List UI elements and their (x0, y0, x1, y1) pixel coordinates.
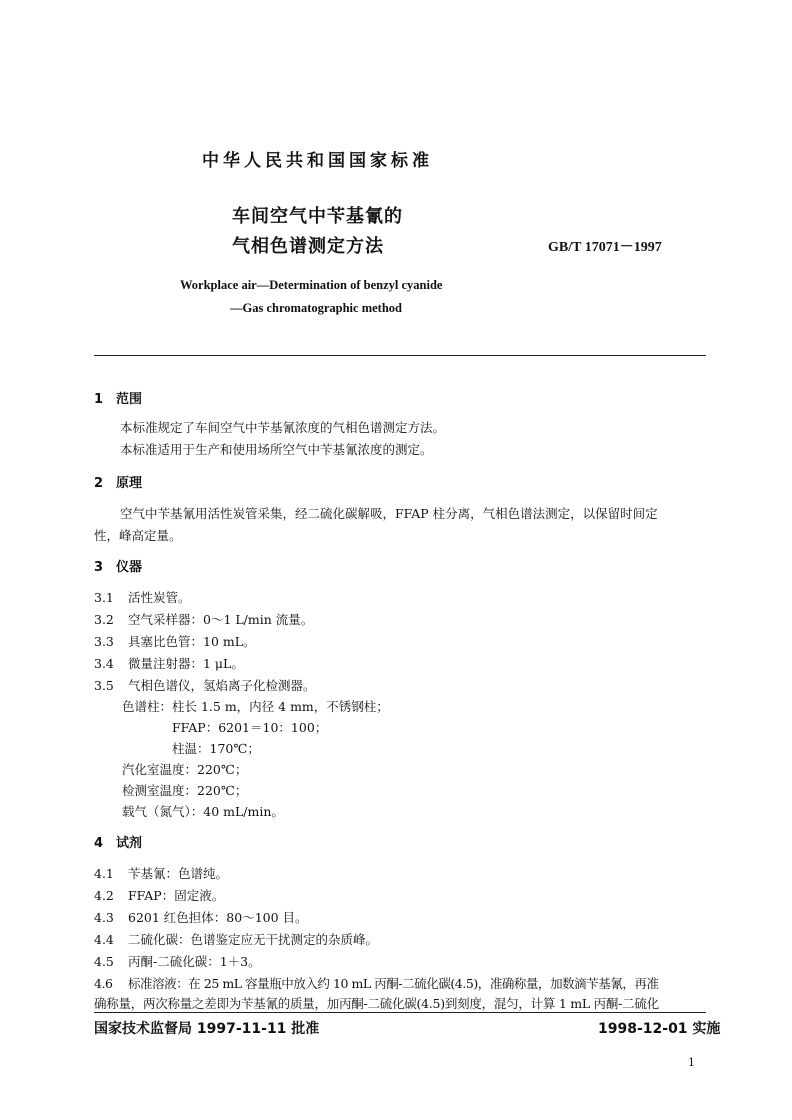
section-1-heading (94, 388, 142, 407)
national-standard-heading: 中华人民共和国国家标准 (202, 151, 433, 171)
english-title-line2: —Gas chromatographic method (230, 301, 402, 315)
document-title-line2: 气相色谱测定方法 (232, 236, 384, 257)
carrier-gas: 载气（氮气）：40 mL/min。 (122, 804, 284, 819)
section-4-heading (94, 832, 142, 851)
header-divider (94, 355, 706, 356)
section-title: 试剂 (116, 836, 143, 851)
item-text: 微量注射器：1 μL。 (128, 656, 244, 671)
item-text: FFAP：固定液。 (128, 888, 225, 903)
item-text: 气相色谱仪，氢焰离子化检测器。 (128, 678, 316, 693)
section-number: 3 (94, 560, 104, 575)
document-title-line1: 车间空气中苄基氰的 (232, 206, 403, 227)
paragraph-continued: 确称量，两次称量之差即为苄基氰的质量，加丙酮-二硫化碳(4.5)到刻度，混匀，计算 1 mL 丙酮-二硫化 (94, 996, 659, 1011)
approval-note: 国家技术监督局 1997-11-11 批准 (94, 1021, 320, 1037)
section-2-heading (94, 472, 142, 491)
item-number: 4.1 (94, 866, 114, 881)
section-title: 仪器 (116, 560, 143, 575)
footer-divider (94, 1012, 706, 1013)
item-text: 具塞比色管：10 mL。 (128, 634, 256, 649)
item-text: 6201 红色担体：80～100 目。 (128, 910, 308, 925)
item-number: 4.2 (94, 888, 114, 903)
list-item (94, 930, 378, 948)
page-number: 1 (688, 1056, 695, 1069)
list-item (94, 676, 316, 694)
item-number: 4.6 (94, 976, 113, 991)
detector-temp: 检测室温度：220℃； (122, 783, 248, 798)
section-number: 1 (94, 392, 104, 407)
paragraph: 本标准适用于生产和使用场所空气中苄基氰浓度的测定。 (120, 442, 433, 457)
item-text: 丙酮-二硫化碳：1＋3。 (128, 954, 261, 969)
gc-column-spec: 色谱柱：柱长 1.5 m，内径 4 mm，不锈钢柱； (122, 699, 389, 714)
section-title: 原理 (116, 476, 143, 491)
item-number: 4.3 (94, 910, 114, 925)
item-number: 4.5 (94, 954, 114, 969)
list-item (94, 974, 659, 992)
list-item (94, 588, 191, 606)
list-item (94, 632, 256, 650)
section-number: 4 (94, 836, 104, 851)
paragraph-continued: 性，峰高定量。 (94, 528, 182, 543)
list-item (94, 654, 244, 672)
item-number: 3.1 (94, 590, 114, 605)
item-number: 3.3 (94, 634, 114, 649)
vaporizer-temp: 汽化室温度：220℃； (122, 762, 248, 777)
item-number: 4.4 (94, 932, 114, 947)
item-number: 3.2 (94, 612, 114, 627)
list-item (94, 952, 261, 970)
list-item (94, 864, 228, 882)
item-number: 3.5 (94, 678, 114, 693)
implementation-date: 1998-12-01 实施 (598, 1021, 721, 1037)
item-text: 二硫化碳：色谱鉴定应无干扰测定的杂质峰。 (128, 932, 379, 947)
section-title: 范围 (116, 392, 143, 407)
english-title-line1: Workplace air—Determination of benzyl cyanide (180, 278, 443, 292)
gc-column-temp: 柱温：170℃； (172, 741, 260, 756)
gc-ffap-spec: FFAP：6201＝10：100； (172, 720, 328, 735)
item-number: 3.4 (94, 656, 114, 671)
list-item (94, 908, 308, 926)
paragraph: 本标准规定了车间空气中苄基氰浓度的气相色谱测定方法。 (120, 420, 446, 435)
item-text: 活性炭管。 (128, 590, 191, 605)
item-text: 苄基氰：色谱纯。 (128, 866, 229, 881)
item-text: 空气采样器：0～1 L/min 流量。 (128, 612, 314, 627)
section-number: 2 (94, 476, 104, 491)
paragraph: 空气中苄基氰用活性炭管采集，经二硫化碳解吸，FFAP 柱分离，气相色谱法测定，以保留时间定 (120, 506, 658, 521)
item-text: 标准溶液：在 25 mL 容量瓶中放入约 10 mL 丙酮-二硫化碳(4.5)，准确称量，加数滴苄基氰，再准 (128, 976, 659, 991)
section-3-heading (94, 556, 142, 575)
list-item (94, 886, 224, 904)
list-item (94, 610, 313, 628)
standard-number: GB/T 17071－1997 (548, 240, 662, 255)
